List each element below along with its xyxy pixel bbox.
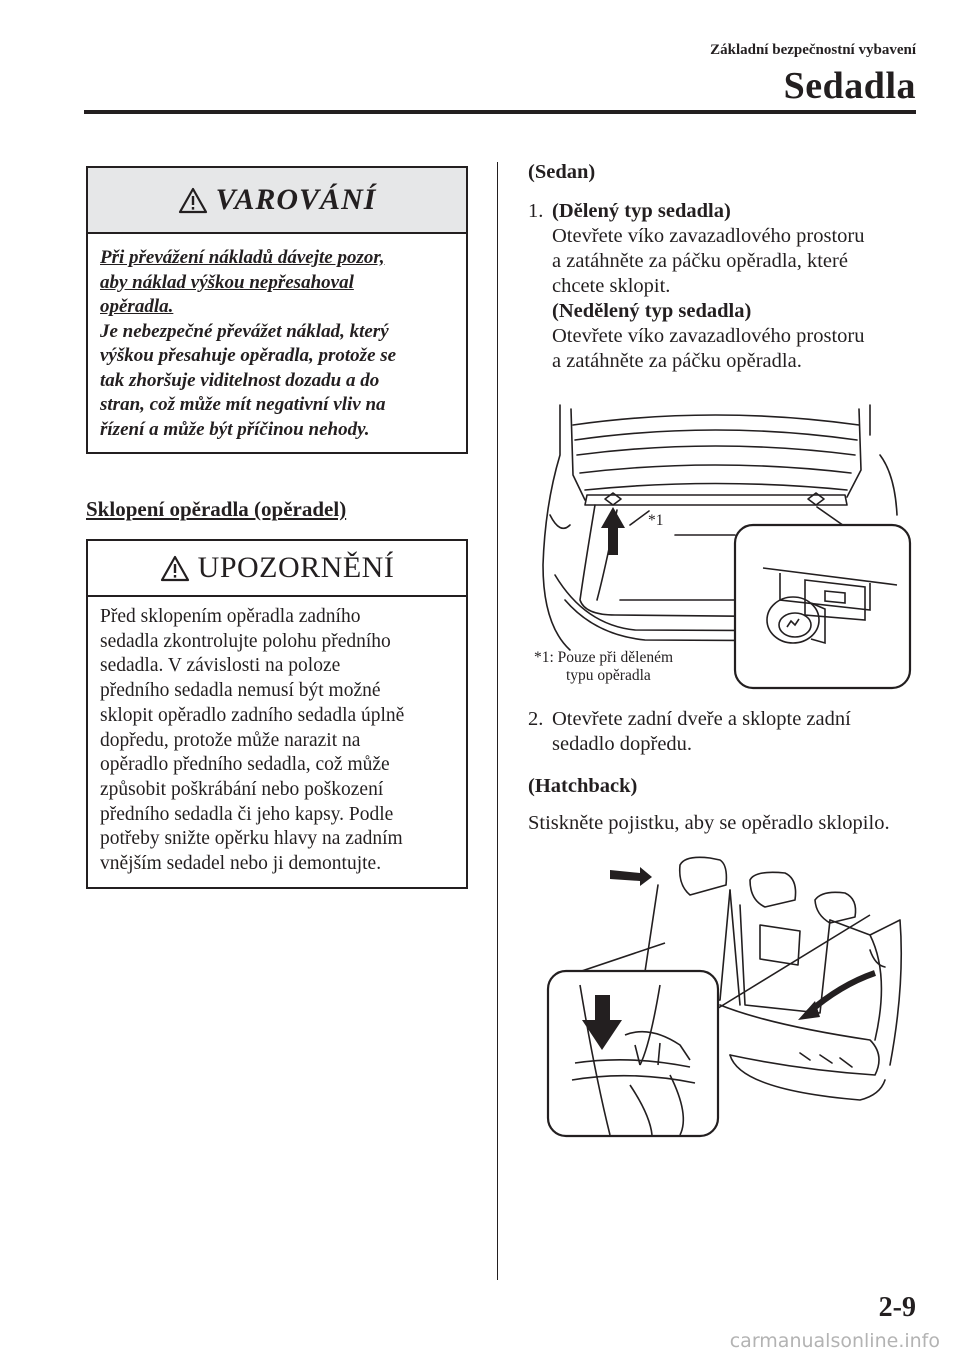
- figure-note-line: typu opěradla: [566, 667, 651, 684]
- caution-line: sedadla zkontrolujte polohu předního: [100, 630, 391, 652]
- warning-lead-line: aby náklad výškou nepřesahoval: [100, 271, 354, 293]
- warning-body: [88, 234, 466, 442]
- caution-line: vnějším sedadel nebo ji demontujte.: [100, 853, 382, 875]
- caution-line: sklopit opěradlo zadního sedadla úplně: [100, 704, 405, 726]
- warning-triangle-icon: [160, 555, 190, 582]
- warning-lead-line: opěradla.: [100, 296, 174, 317]
- step-2-number: 2.: [528, 708, 544, 730]
- nonsplit-type-heading: (Nedělený typ sedadla): [552, 300, 752, 322]
- warning-body-line: řízení a může být příčinou nehody.: [100, 418, 370, 440]
- step-2-line: Otevřete zadní dveře a sklopte zadní: [552, 708, 851, 730]
- hatchback-seat-illustration: [540, 855, 920, 1145]
- page-title: Sedadla: [783, 65, 916, 107]
- caution-line: opěradlo předního sedadla, což může: [100, 754, 390, 776]
- warning-header: [88, 168, 466, 234]
- figure-note: [534, 649, 673, 685]
- caution-title: UPOZORNĚNÍ: [197, 551, 395, 584]
- caution-header: [88, 541, 466, 597]
- warning-body-line: výškou přesahuje opěradla, protože se: [100, 345, 397, 366]
- step-2-line: sedadlo dopředu.: [552, 733, 693, 755]
- hatchback-heading: (Hatchback): [528, 775, 638, 797]
- step-1-number: 1.: [528, 200, 544, 222]
- step-1-line: Otevřete víko zavazadlového prostoru: [552, 225, 865, 247]
- header-rule: [84, 110, 916, 114]
- section-subheading: Sklopení opěradla (opěradel): [86, 497, 347, 521]
- page-number: 2-9: [878, 1292, 916, 1323]
- step-1-line: a zatáhněte za páčku opěradla.: [552, 350, 802, 372]
- warning-body-line: tak zhoršuje viditelnost dozadu a do: [100, 369, 380, 391]
- figure-note-line: *1: Pouze při děleném: [534, 649, 674, 666]
- step-1-line: chcete sklopit.: [552, 275, 671, 297]
- caution-line: předního sedadla nemusí být možné: [100, 680, 381, 702]
- column-divider: [497, 162, 498, 1280]
- caution-line: Před sklopením opěradla zadního: [100, 606, 361, 627]
- warning-triangle-icon: [178, 187, 208, 214]
- section-header: Základní bezpečnostní vybavení: [710, 42, 916, 58]
- caution-line: způsobit poškrábání nebo poškození: [100, 778, 384, 800]
- watermark: carmanualsonline.info: [729, 1330, 940, 1352]
- hatchback-instruction: Stiskněte pojistku, aby se opěradlo sklopilo.: [528, 812, 890, 834]
- warning-title: VAROVÁNÍ: [215, 183, 377, 216]
- warning-lead-line: Při převážení nákladů dávejte pozor,: [100, 247, 385, 268]
- step-2-content: [552, 707, 851, 757]
- step-1-content: [552, 199, 865, 374]
- figure-marker-1: *1: [648, 512, 664, 529]
- caution-line: předního sedadla či jeho kapsy. Podle: [100, 803, 394, 825]
- caution-body: [88, 597, 466, 877]
- warning-body-line: Je nebezpečné převážet náklad, který: [100, 320, 389, 342]
- warning-body-line: stran, což může mít negativní vliv na: [100, 394, 386, 415]
- split-type-heading: (Dělený typ sedadla): [552, 200, 731, 222]
- step-1-line: a zatáhněte za páčku opěradla, které: [552, 250, 848, 272]
- caution-box: [86, 539, 468, 889]
- caution-line: potřeby snižte opěrku hlavy na zadním: [100, 828, 403, 850]
- caution-line: sedadla. V závislosti na poloze: [100, 655, 341, 677]
- step-1-line: Otevřete víko zavazadlového prostoru: [552, 325, 865, 347]
- caution-line: dopředu, protože může narazit na: [100, 729, 361, 751]
- sedan-heading: (Sedan): [528, 161, 596, 183]
- warning-box: [86, 166, 468, 454]
